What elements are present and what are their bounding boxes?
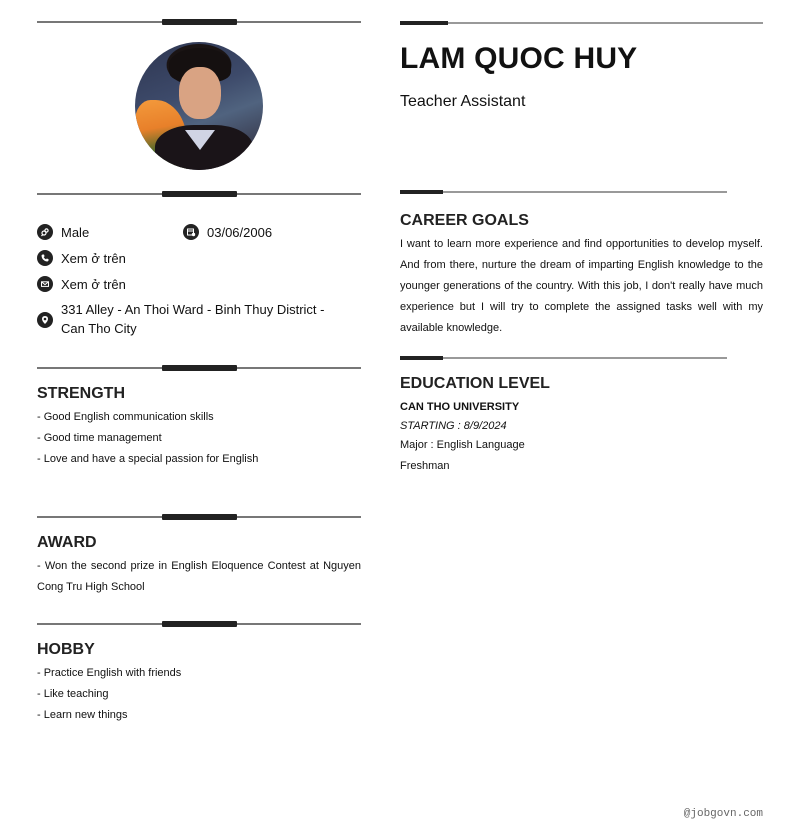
strength-title: STRENGTH	[37, 385, 125, 402]
phone-value: Xem ở trên	[61, 251, 126, 266]
divider-award	[37, 514, 361, 520]
award-text: - Won the second prize in English Eloquence Contest at Nguyen Cong Tru High School	[37, 560, 361, 593]
education-title: EDUCATION LEVEL	[400, 375, 550, 392]
strength-item: - Love and have a special passion for English	[37, 453, 259, 465]
divider-top-left	[37, 19, 361, 25]
divider-education	[400, 356, 727, 360]
gender-row	[37, 223, 89, 242]
education-major: Major : English Language	[400, 439, 525, 451]
gender-value: Male	[61, 225, 90, 240]
award-title: AWARD	[37, 534, 97, 551]
avatar	[135, 42, 263, 170]
address-row	[37, 300, 347, 338]
gender-icon	[37, 224, 53, 240]
education-school: CAN THO UNIVERSITY	[400, 401, 520, 413]
divider-contact	[37, 191, 361, 197]
candidate-name: LAM QUOC HUY	[400, 42, 638, 75]
calendar-icon	[183, 224, 199, 240]
divider-career-goals	[400, 190, 727, 194]
divider-hobby	[37, 621, 361, 627]
career-goals-text: I want to learn more experience and find opportunities to develop myself. And from there, nurture the dream of imparting English knowledge to the younger generations of the country. With this job, I don't really have much experience but I will try to complete the assigned tasks well with my available knowledge.	[400, 238, 763, 334]
candidate-role: Teacher Assistant	[400, 93, 526, 110]
birthday-value: 03/06/2006	[207, 225, 273, 240]
location-pin-icon	[37, 312, 53, 328]
watermark: @jobgovn.com	[683, 808, 763, 820]
education-start-date: STARTING : 8/9/2024	[400, 420, 507, 432]
divider-strength	[37, 365, 361, 371]
divider-header	[400, 21, 763, 25]
hobby-item: - Learn new things	[37, 709, 128, 721]
strength-item: - Good time management	[37, 432, 162, 444]
email-value: Xem ở trên	[61, 277, 126, 292]
career-goals-title: CAREER GOALS	[400, 212, 529, 229]
email-row	[37, 275, 126, 294]
phone-icon	[37, 250, 53, 266]
strength-item: - Good English communication skills	[37, 411, 214, 423]
hobby-item: - Like teaching	[37, 688, 109, 700]
mail-icon	[37, 276, 53, 292]
hobby-item: - Practice English with friends	[37, 667, 182, 679]
address-value: 331 Alley - An Thoi Ward - Binh Thuy District - Can Tho City	[61, 302, 325, 336]
birthday-row	[183, 223, 272, 242]
hobby-title: HOBBY	[37, 641, 95, 658]
phone-row	[37, 249, 126, 268]
education-year: Freshman	[400, 460, 450, 472]
